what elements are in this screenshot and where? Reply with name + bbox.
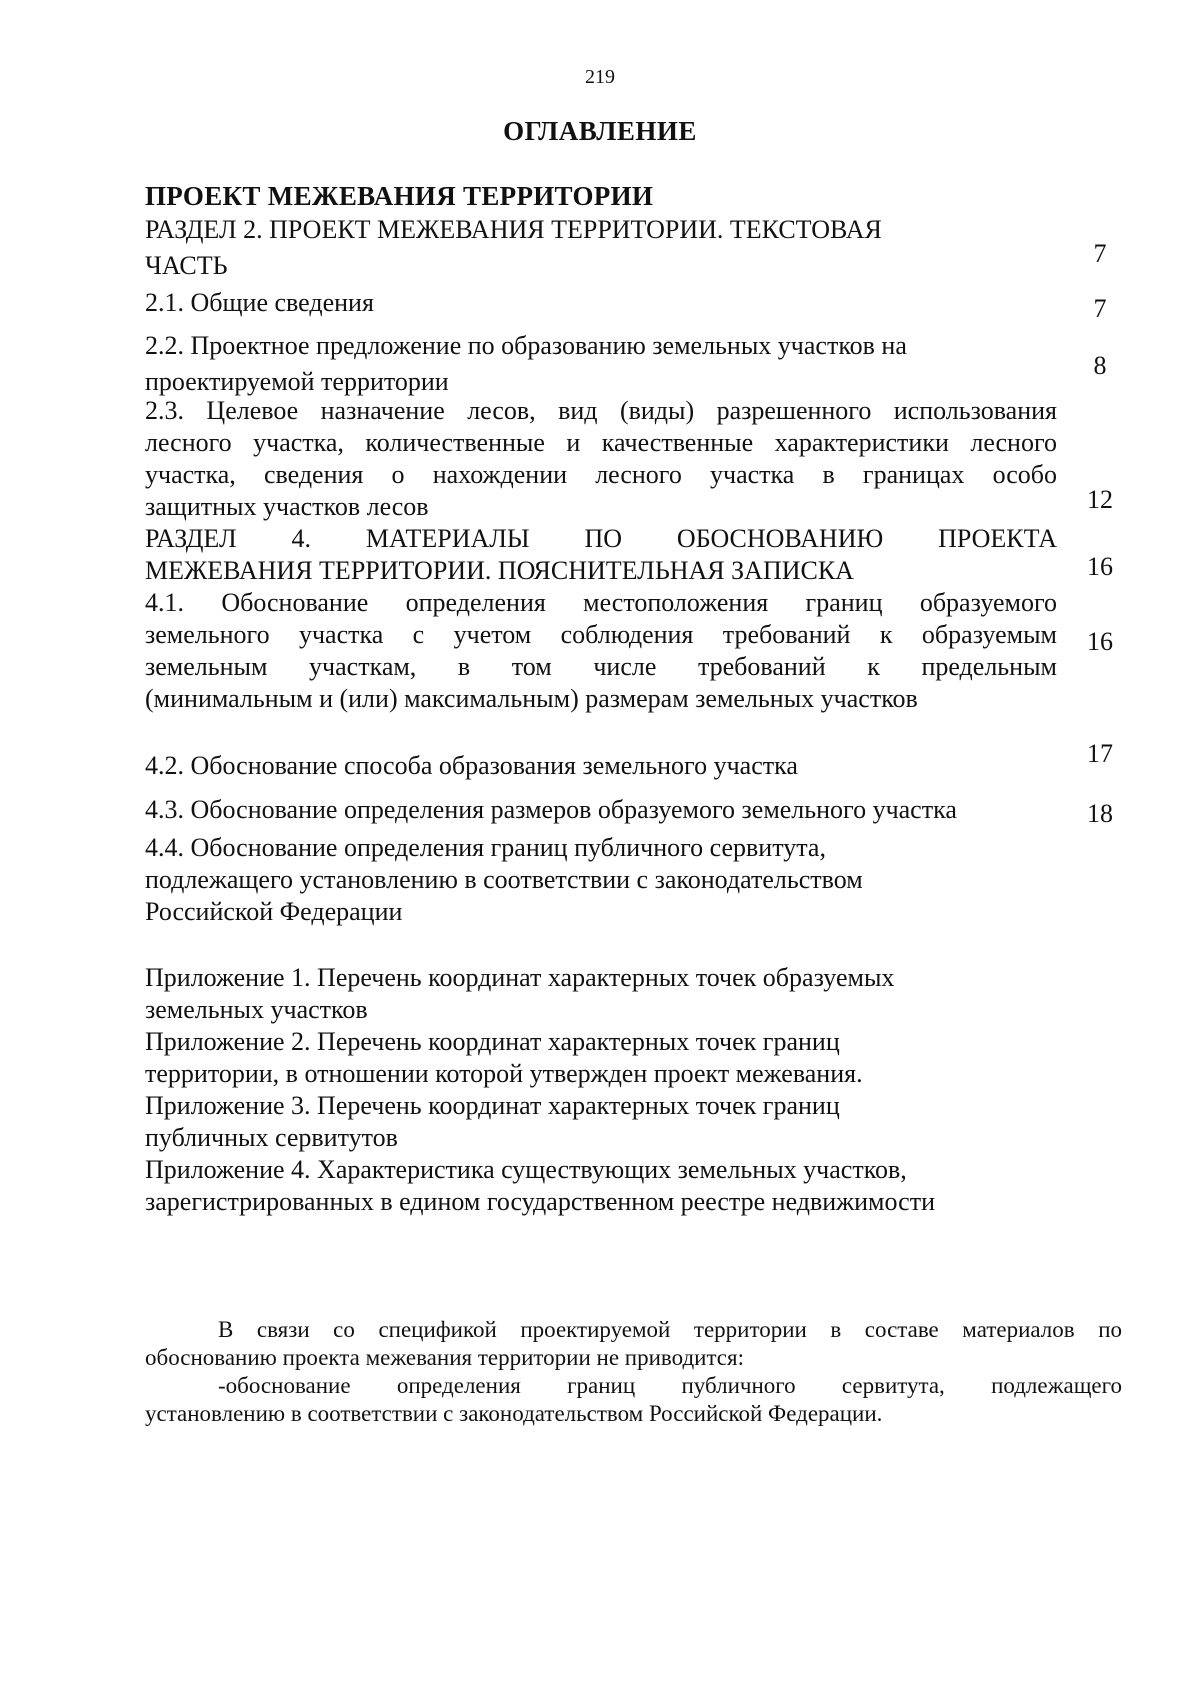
toc-entry-4-2 <box>145 750 798 782</box>
toc-title: ОГЛАВЛЕНИЕ <box>503 116 697 146</box>
toc-entry-section-2 <box>145 214 882 282</box>
note-line: -обоснование определения границ публичного сервитута, подлежащего <box>218 1373 1122 1398</box>
toc-entry-line: ЧАСТЬ <box>145 251 228 280</box>
toc-entry-line: земельным участкам, в том числе требований к предельным <box>145 652 1057 681</box>
toc-page-number: 17 <box>1087 739 1113 768</box>
toc-entry-line: подлежащего установлению в соответствии с законодательством <box>145 865 863 894</box>
appendix-line: территории, в отношении которой утвержден проект межевания. <box>145 1059 863 1088</box>
toc-entry-line: 4.3. Обоснование определения размеров образуемого земельного участка <box>145 795 957 824</box>
appendix-line: Приложение 3. Перечень координат характерных точек границ <box>145 1091 840 1120</box>
appendix-line: публичных сервитутов <box>145 1123 398 1152</box>
note-line: обоснованию проекта межевания территории не приводится: <box>145 1345 744 1370</box>
toc-entry-line: земельного участка с учетом соблюдения требований к образуемым <box>145 620 1057 649</box>
toc-entry-line: 2.3. Целевое назначение лесов, вид (виды) разрешенного использования <box>145 396 1057 425</box>
toc-entry-2-3 <box>145 395 1057 523</box>
toc-page-number: 7 <box>1093 294 1107 323</box>
toc-page-number: 18 <box>1087 799 1113 828</box>
toc-entry-2-2 <box>145 330 907 398</box>
toc-entry-line: (минимальным и (или) максимальным) размерам земельных участков <box>145 684 918 713</box>
toc-page-number: 16 <box>1087 627 1113 656</box>
toc-entry-line: РАЗДЕЛ 4. МАТЕРИАЛЫ ПО ОБОСНОВАНИЮ ПРОЕКТА <box>145 524 1057 553</box>
toc-entry-line: участка, сведения о нахождении лесного участка в границах особо <box>145 460 1057 489</box>
toc-entry-line: 4.2. Обоснование способа образования земельного участка <box>145 751 798 780</box>
toc-entry-4-4 <box>145 832 863 928</box>
toc-entry-line: 2.2. Проектное предложение по образованию земельных участков на <box>145 331 907 360</box>
toc-entry-line: защитных участков лесов <box>145 492 429 521</box>
note-line: В связи со спецификой проектируемой территории в составе материалов по <box>218 1317 1122 1342</box>
toc-entry-line: Российской Федерации <box>145 897 403 926</box>
appendix-list <box>145 962 935 1218</box>
toc-entry-line: РАЗДЕЛ 2. ПРОЕКТ МЕЖЕВАНИЯ ТЕРРИТОРИИ. ТЕКСТОВАЯ <box>145 215 882 244</box>
toc-page-number: 16 <box>1087 552 1113 581</box>
page-number: 219 <box>585 66 615 88</box>
note-paragraph <box>145 1316 1122 1428</box>
toc-entry-line: 2.1. Общие сведения <box>145 288 374 317</box>
toc-entry-line: проектируемой территории <box>145 367 449 396</box>
appendix-line: Приложение 4. Характеристика существующих земельных участков, <box>145 1155 907 1184</box>
appendix-line: Приложение 2. Перечень координат характерных точек границ <box>145 1027 840 1056</box>
toc-entry-line: 4.1. Обоснование определения местоположения границ образуемого <box>145 588 1057 617</box>
toc-entry-section-4 <box>145 523 1057 587</box>
appendix-line: земельных участков <box>145 995 368 1024</box>
note-line: установлению в соответствии с законодательством Российской Федерации. <box>145 1401 883 1426</box>
toc-entry-2-1 <box>145 287 374 319</box>
toc-entry-4-1 <box>145 587 1057 715</box>
toc-page-number: 7 <box>1093 239 1107 268</box>
appendix-line: зарегистрированных в едином государственном реестре недвижимости <box>145 1187 935 1216</box>
project-heading: ПРОЕКТ МЕЖЕВАНИЯ ТЕРРИТОРИИ <box>145 181 654 211</box>
appendix-line: Приложение 1. Перечень координат характерных точек образуемых <box>145 963 895 992</box>
toc-entry-line: 4.4. Обоснование определения границ публичного сервитута, <box>145 833 826 862</box>
toc-page-number: 12 <box>1087 485 1113 514</box>
toc-entry-line: лесного участка, количественные и качественные характеристики лесного <box>145 428 1057 457</box>
toc-page-number: 8 <box>1093 351 1107 380</box>
toc-entry-line: МЕЖЕВАНИЯ ТЕРРИТОРИИ. ПОЯСНИТЕЛЬНАЯ ЗАПИСКА <box>145 556 854 585</box>
toc-entry-4-3 <box>145 794 957 826</box>
